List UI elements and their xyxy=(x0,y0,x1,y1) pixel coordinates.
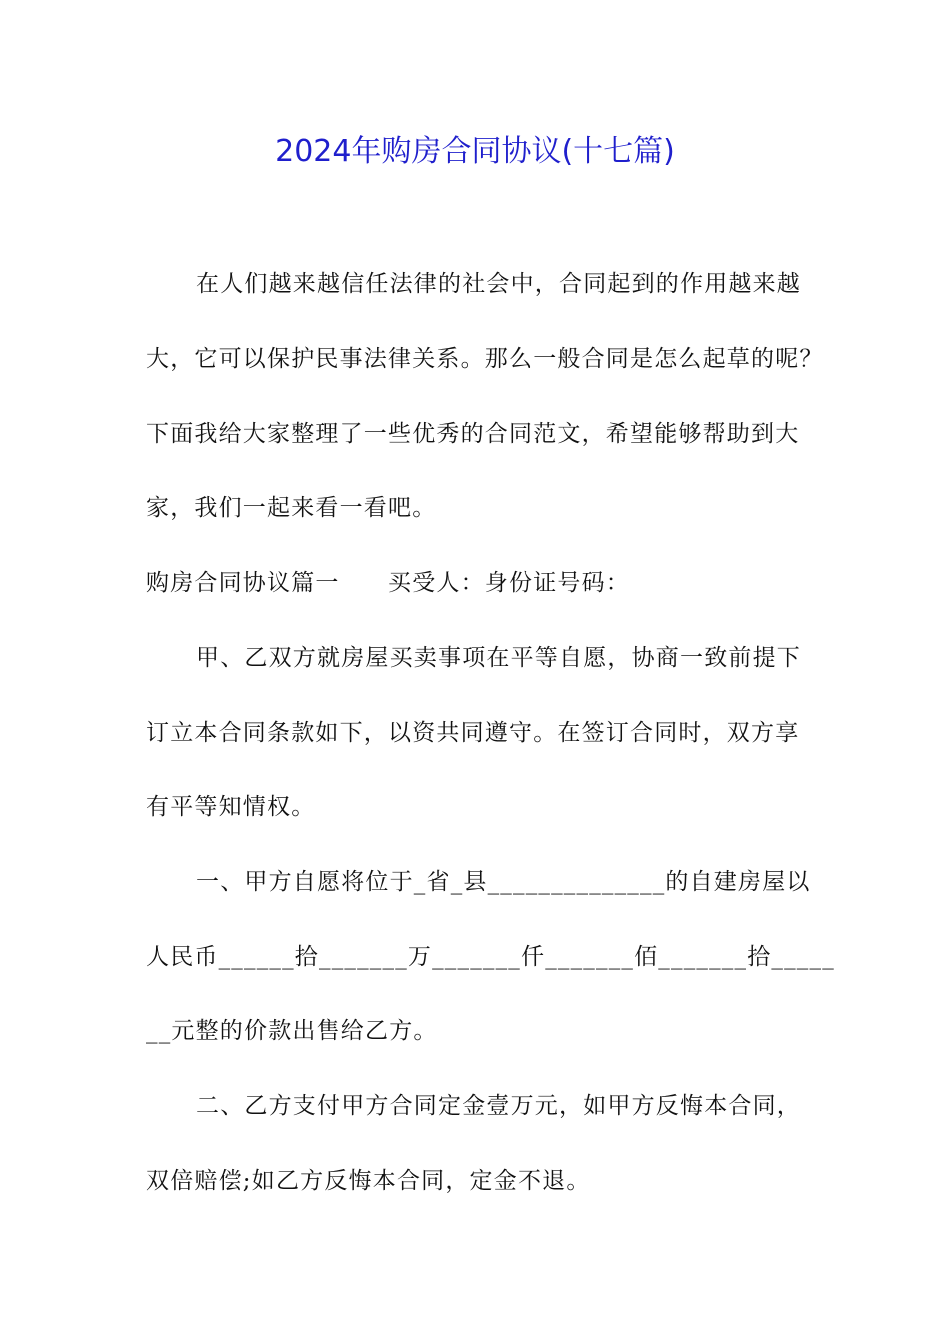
paragraph-line-3: 下面我给大家整理了一些优秀的合同范文，希望能够帮助到大 xyxy=(146,421,800,447)
clause-two-line-1: 二、乙方支付甲方合同定金壹万元，如甲方反悔本合同， xyxy=(196,1093,801,1119)
clause-one-line-2: 人民币______拾_______万_______仟_______佰_______拾_____ xyxy=(146,944,835,970)
clause-two-line-2: 双倍赔偿;如乙方反悔本合同，定金不退。 xyxy=(146,1168,591,1194)
clause-one-line-1: 一、甲方自愿将位于_省_县______________的自建房屋以 xyxy=(196,869,811,895)
clause-one-line-3: __元整的价款出售给乙方。 xyxy=(146,1018,438,1044)
paragraph-line-8: 有平等知情权。 xyxy=(146,794,316,820)
paragraph-line-7: 订立本合同条款如下，以资共同遵守。在签订合同时，双方享 xyxy=(146,720,800,746)
paragraph-line-4: 家，我们一起来看一看吧。 xyxy=(146,495,437,521)
section-heading-line: 购房合同协议篇一 买受人：身份证号码： xyxy=(146,570,630,596)
document-title: 2024年购房合同协议(十七篇) xyxy=(275,134,675,169)
paragraph-line-1: 在人们越来越信任法律的社会中，合同起到的作用越来越 xyxy=(196,271,801,297)
paragraph-line-2: 大，它可以保护民事法律关系。那么一般合同是怎么起草的呢？ xyxy=(146,346,824,372)
paragraph-line-6: 甲、乙双方就房屋买卖事项在平等自愿，协商一致前提下 xyxy=(196,645,801,671)
